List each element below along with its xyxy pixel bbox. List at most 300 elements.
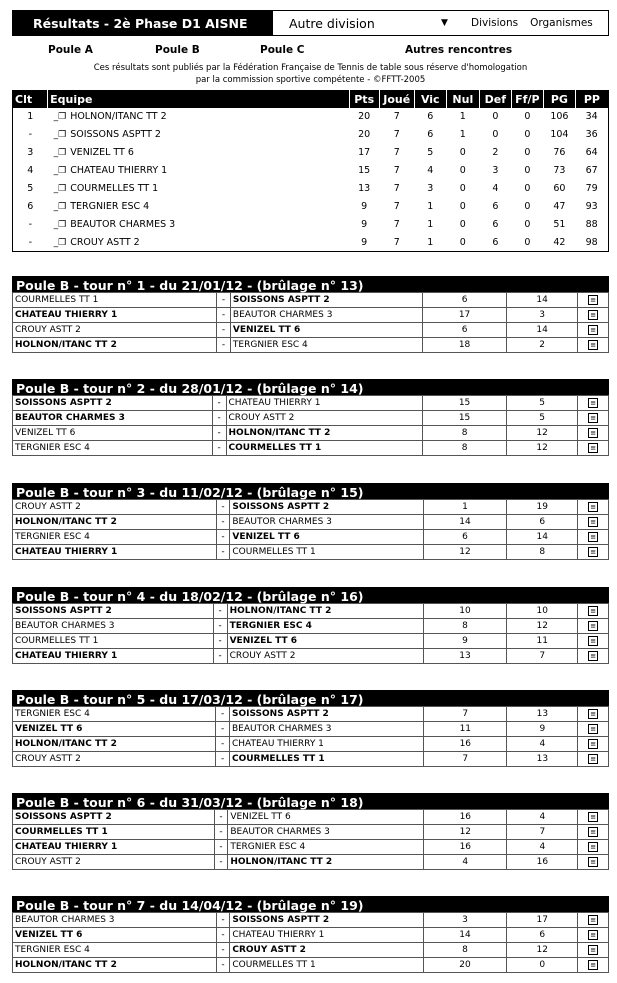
team-home: TERGNIER ESC 4 bbox=[13, 943, 217, 958]
score-away: 8 bbox=[507, 545, 578, 560]
match-sheet bbox=[578, 396, 609, 411]
team-home: COURMELLES TT 1 bbox=[13, 634, 214, 649]
score-away: 7 bbox=[507, 649, 578, 664]
notice-line-1: Ces résultats sont publiés par la Fédération Française de Tennis de table sous réserve d'homologation bbox=[93, 63, 528, 73]
team-away: VENIZEL TT 6 bbox=[230, 323, 422, 338]
score-home: 11 bbox=[424, 722, 507, 737]
match-separator: - bbox=[216, 958, 230, 973]
match-sheet-icon[interactable]: ≡ bbox=[588, 532, 598, 542]
match-row bbox=[13, 928, 609, 943]
score-away: 14 bbox=[506, 323, 577, 338]
standings-cell-joue: 7 bbox=[393, 201, 400, 212]
score-away: 9 bbox=[507, 722, 578, 737]
standings-cell-pg: 60 bbox=[553, 183, 566, 194]
match-sheet bbox=[578, 545, 609, 560]
team-away: HOLNON/ITANC TT 2 bbox=[227, 604, 423, 619]
match-separator: - bbox=[214, 810, 228, 825]
match-sheet-icon[interactable]: ≡ bbox=[588, 651, 598, 661]
tab-poule-b[interactable]: Poule B bbox=[155, 44, 200, 56]
score-home: 8 bbox=[423, 441, 507, 456]
match-separator: - bbox=[216, 530, 230, 545]
standings-cell-pts: 9 bbox=[361, 236, 368, 248]
match-row bbox=[13, 619, 609, 634]
match-sheet-icon[interactable]: ≡ bbox=[588, 295, 598, 305]
standings-cell-ff: 0 bbox=[524, 129, 531, 140]
match-separator: - bbox=[216, 752, 230, 767]
round-table bbox=[12, 483, 609, 560]
standings-row bbox=[13, 180, 609, 198]
standings-cell-def: 3 bbox=[492, 165, 499, 176]
score-home: 15 bbox=[423, 411, 507, 426]
team-away: TERGNIER ESC 4 bbox=[227, 619, 423, 634]
standings-cell-ff: 0 bbox=[524, 201, 531, 212]
match-sheet-icon[interactable]: ≡ bbox=[588, 960, 598, 970]
page-title: Résultats - 2è Phase D1 AISNE bbox=[13, 11, 273, 35]
team-away: COURMELLES TT 1 bbox=[229, 752, 423, 767]
team-home: CHATEAU THIERRY 1 bbox=[13, 545, 217, 560]
match-sheet-icon[interactable]: ≡ bbox=[588, 857, 598, 867]
match-sheet bbox=[578, 441, 609, 456]
match-sheet-icon[interactable]: ≡ bbox=[588, 709, 598, 719]
score-home: 18 bbox=[423, 338, 507, 353]
match-separator: - bbox=[217, 293, 231, 308]
standings-cell-joue: 7 bbox=[393, 111, 400, 122]
team-home: HOLNON/ITANC TT 2 bbox=[13, 515, 217, 530]
standings-cell-joue: 7 bbox=[393, 147, 400, 158]
match-sheet-icon[interactable]: ≡ bbox=[588, 517, 598, 527]
standings-cell-pg: 76 bbox=[553, 147, 566, 158]
standings-cell-team[interactable] bbox=[48, 216, 350, 234]
score-away: 19 bbox=[507, 500, 578, 515]
score-away: 4 bbox=[507, 737, 578, 752]
standings-cell-pts: 15 bbox=[358, 165, 371, 176]
team-name[interactable]: BEAUTOR CHARMES 3 bbox=[70, 219, 176, 230]
col-pg: PG bbox=[543, 91, 575, 108]
team-away: COURMELLES TT 1 bbox=[230, 958, 423, 973]
match-separator: - bbox=[216, 722, 230, 737]
round-title: Poule B - tour n° 7 - du 14/04/12 - (brûlage n° 19) bbox=[12, 896, 609, 912]
match-sheet-icon[interactable]: ≡ bbox=[588, 930, 598, 940]
match-separator: - bbox=[217, 308, 231, 323]
score-home: 8 bbox=[423, 619, 506, 634]
standings-cell-pp: 79 bbox=[585, 183, 598, 194]
match-sheet bbox=[578, 619, 609, 634]
match-sheet-icon[interactable]: ≡ bbox=[588, 754, 598, 764]
match-row bbox=[13, 913, 609, 928]
match-separator: - bbox=[217, 338, 231, 353]
team-home: VENIZEL TT 6 bbox=[13, 928, 217, 943]
standings-cell-pp: 36 bbox=[585, 129, 598, 140]
score-home: 6 bbox=[423, 530, 506, 545]
team-detail-icon[interactable]: _❒ bbox=[53, 202, 67, 212]
score-away: 11 bbox=[507, 634, 578, 649]
match-sheet-icon[interactable]: ≡ bbox=[588, 547, 598, 557]
standings-cell-nul: 1 bbox=[459, 111, 466, 122]
match-row bbox=[13, 943, 609, 958]
standings-cell-clt: - bbox=[28, 236, 33, 248]
standings-cell-pts: 20 bbox=[358, 129, 371, 140]
team-away: VENIZEL TT 6 bbox=[230, 530, 423, 545]
score-home: 12 bbox=[424, 825, 507, 840]
match-sheet-icon[interactable]: ≡ bbox=[588, 945, 598, 955]
score-home: 10 bbox=[423, 604, 506, 619]
standings-cell-clt: 4 bbox=[27, 165, 34, 176]
organismes-link[interactable]: Organismes bbox=[530, 17, 593, 29]
match-sheet-icon[interactable]: ≡ bbox=[588, 340, 598, 350]
match-separator: - bbox=[213, 604, 227, 619]
team-away: CHATEAU THIERRY 1 bbox=[229, 737, 423, 752]
standings-cell-pg: 42 bbox=[553, 236, 566, 248]
match-sheet bbox=[578, 649, 609, 664]
standings-cell-vic: 1 bbox=[427, 236, 434, 248]
team-home: BEAUTOR CHARMES 3 bbox=[13, 411, 213, 426]
score-home: 13 bbox=[423, 649, 506, 664]
team-home: CHATEAU THIERRY 1 bbox=[13, 308, 217, 323]
score-away: 3 bbox=[506, 308, 577, 323]
match-sheet bbox=[578, 840, 609, 855]
team-name[interactable]: COURMELLES TT 1 bbox=[70, 183, 159, 194]
match-sheet-icon[interactable]: ≡ bbox=[588, 827, 598, 837]
team-away: SOISSONS ASPTT 2 bbox=[229, 707, 423, 722]
standings-cell-clt: 6 bbox=[27, 201, 34, 212]
standings-row bbox=[13, 198, 609, 216]
team-away: CROUY ASTT 2 bbox=[226, 411, 423, 426]
team-name[interactable]: VENIZEL TT 6 bbox=[70, 147, 134, 158]
standings-cell-vic: 4 bbox=[427, 165, 434, 176]
score-home: 9 bbox=[423, 634, 506, 649]
standings-cell-pp: 34 bbox=[585, 111, 598, 122]
divisions-link[interactable]: Divisions bbox=[471, 17, 519, 29]
team-home: CHATEAU THIERRY 1 bbox=[13, 840, 215, 855]
results-header bbox=[12, 10, 609, 36]
standings-cell-team[interactable] bbox=[48, 198, 350, 216]
team-away: COURMELLES TT 1 bbox=[226, 441, 423, 456]
col-equipe: Equipe bbox=[48, 91, 350, 108]
match-sheet bbox=[578, 810, 609, 825]
team-home: COURMELLES TT 1 bbox=[13, 293, 217, 308]
team-detail-icon[interactable]: _❒ bbox=[53, 148, 67, 158]
match-sheet-icon[interactable]: ≡ bbox=[588, 502, 598, 512]
match-separator: - bbox=[212, 396, 226, 411]
match-sheet-icon[interactable]: ≡ bbox=[588, 606, 598, 616]
standings-cell-pg: 73 bbox=[553, 165, 566, 176]
match-row bbox=[13, 500, 609, 515]
standings-cell-ff: 0 bbox=[524, 147, 531, 158]
publication-notice bbox=[12, 62, 609, 86]
match-sheet bbox=[578, 515, 609, 530]
standings-cell-pts: 9 bbox=[361, 219, 368, 230]
match-row bbox=[13, 707, 609, 722]
score-away: 12 bbox=[506, 426, 577, 441]
match-separator: - bbox=[216, 500, 230, 515]
standings-row bbox=[13, 216, 609, 234]
match-sheet-icon[interactable]: ≡ bbox=[588, 398, 598, 408]
score-away: 12 bbox=[507, 943, 578, 958]
team-name[interactable]: HOLNON/ITANC TT 2 bbox=[70, 111, 167, 122]
standings-cell-clt: 1 bbox=[27, 111, 34, 122]
score-home: 7 bbox=[424, 752, 507, 767]
round-table bbox=[12, 276, 609, 353]
team-detail-icon[interactable]: _❒ bbox=[53, 166, 67, 176]
standings-cell-nul: 0 bbox=[459, 147, 466, 158]
notice-line-2: par la commission sportive compétente - ©FFTT-2005 bbox=[195, 75, 426, 85]
standings-cell-clt: 5 bbox=[27, 183, 34, 194]
standings-table bbox=[12, 90, 609, 252]
standings-cell-ff: 0 bbox=[524, 183, 531, 194]
division-select[interactable]: Autre division bbox=[289, 15, 375, 31]
match-row bbox=[13, 396, 609, 411]
team-detail-icon[interactable]: _❒ bbox=[53, 112, 67, 122]
team-away: COURMELLES TT 1 bbox=[230, 545, 423, 560]
match-row bbox=[13, 308, 609, 323]
match-sheet bbox=[578, 913, 609, 928]
tab-poule-a[interactable]: Poule A bbox=[48, 44, 93, 56]
team-away: TERGNIER ESC 4 bbox=[228, 840, 424, 855]
team-home: BEAUTOR CHARMES 3 bbox=[13, 913, 217, 928]
score-away: 5 bbox=[506, 396, 577, 411]
team-name[interactable]: CROUY ASTT 2 bbox=[70, 236, 140, 248]
score-home: 14 bbox=[423, 928, 506, 943]
col-vic: Vic bbox=[414, 91, 446, 108]
team-home: SOISSONS ASPTT 2 bbox=[13, 810, 215, 825]
match-sheet-icon[interactable]: ≡ bbox=[588, 636, 598, 646]
standings-cell-team[interactable] bbox=[48, 162, 350, 180]
match-sheet-icon[interactable]: ≡ bbox=[588, 325, 598, 335]
round-title: Poule B - tour n° 2 - du 28/01/12 - (brûlage n° 14) bbox=[12, 379, 609, 395]
standings-cell-team[interactable] bbox=[48, 180, 350, 198]
match-separator: - bbox=[214, 840, 228, 855]
match-separator: - bbox=[212, 426, 226, 441]
match-separator: - bbox=[217, 323, 231, 338]
col-ffp: Ff/P bbox=[511, 91, 543, 108]
col-pts: Pts bbox=[349, 91, 379, 108]
match-separator: - bbox=[213, 649, 227, 664]
score-home: 4 bbox=[424, 855, 507, 870]
standings-cell-nul: 0 bbox=[459, 183, 466, 194]
standings-cell-clt: 3 bbox=[27, 147, 34, 158]
team-away: SOISSONS ASPTT 2 bbox=[230, 293, 422, 308]
standings-cell-pg: 104 bbox=[550, 129, 569, 140]
score-home: 14 bbox=[423, 515, 506, 530]
col-pp: PP bbox=[575, 91, 608, 108]
team-home: HOLNON/ITANC TT 2 bbox=[13, 338, 217, 353]
team-home: CROUY ASTT 2 bbox=[13, 323, 217, 338]
team-detail-icon[interactable]: _❒ bbox=[53, 130, 67, 140]
score-away: 4 bbox=[507, 810, 578, 825]
match-sheet-icon[interactable]: ≡ bbox=[588, 413, 598, 423]
standings-row bbox=[13, 108, 609, 126]
standings-cell-pp: 64 bbox=[585, 147, 598, 158]
score-home: 8 bbox=[423, 426, 507, 441]
tab-autres-rencontres[interactable]: Autres rencontres bbox=[405, 44, 513, 56]
match-row bbox=[13, 426, 609, 441]
match-separator: - bbox=[216, 928, 230, 943]
team-name[interactable]: TERGNIER ESC 4 bbox=[70, 201, 150, 212]
team-away: BEAUTOR CHARMES 3 bbox=[229, 722, 423, 737]
team-name[interactable]: SOISSONS ASPTT 2 bbox=[70, 129, 161, 140]
match-sheet-icon[interactable]: ≡ bbox=[588, 812, 598, 822]
standings-cell-pp: 98 bbox=[585, 236, 598, 248]
team-away: HOLNON/ITANC TT 2 bbox=[228, 855, 424, 870]
score-away: 13 bbox=[507, 707, 578, 722]
match-row bbox=[13, 530, 609, 545]
score-home: 20 bbox=[423, 958, 506, 973]
team-name[interactable]: CHATEAU THIERRY 1 bbox=[70, 165, 168, 176]
standings-row bbox=[13, 144, 609, 162]
match-row bbox=[13, 722, 609, 737]
match-separator: - bbox=[216, 943, 230, 958]
match-sheet bbox=[578, 323, 609, 338]
match-row bbox=[13, 752, 609, 767]
score-away: 5 bbox=[506, 411, 577, 426]
standings-cell-nul: 0 bbox=[459, 165, 466, 176]
standings-cell-def: 0 bbox=[492, 111, 499, 122]
match-separator: - bbox=[214, 825, 228, 840]
team-detail-icon[interactable]: _❒ bbox=[53, 184, 67, 194]
match-row bbox=[13, 515, 609, 530]
team-detail-icon[interactable]: _❒ bbox=[53, 220, 67, 230]
match-sheet bbox=[578, 722, 609, 737]
standings-cell-def: 0 bbox=[492, 129, 499, 140]
standings-cell-vic: 1 bbox=[427, 201, 434, 212]
score-home: 6 bbox=[423, 323, 507, 338]
match-sheet-icon[interactable]: ≡ bbox=[588, 915, 598, 925]
match-row bbox=[13, 958, 609, 973]
match-row bbox=[13, 634, 609, 649]
match-sheet bbox=[578, 426, 609, 441]
match-sheet bbox=[578, 604, 609, 619]
team-away: CHATEAU THIERRY 1 bbox=[230, 928, 423, 943]
team-home: HOLNON/ITANC TT 2 bbox=[13, 958, 217, 973]
team-away: CROUY ASTT 2 bbox=[230, 943, 423, 958]
score-home: 8 bbox=[423, 943, 506, 958]
match-sheet bbox=[578, 752, 609, 767]
team-away: HOLNON/ITANC TT 2 bbox=[226, 426, 423, 441]
tab-poule-c[interactable]: Poule C bbox=[260, 44, 305, 56]
match-separator: - bbox=[216, 737, 230, 752]
match-sheet-icon[interactable]: ≡ bbox=[588, 842, 598, 852]
match-sheet bbox=[578, 530, 609, 545]
score-home: 15 bbox=[423, 396, 507, 411]
standings-cell-def: 6 bbox=[492, 236, 499, 248]
match-row bbox=[13, 411, 609, 426]
match-row bbox=[13, 855, 609, 870]
match-sheet-icon[interactable]: ≡ bbox=[588, 739, 598, 749]
standings-row bbox=[13, 162, 609, 180]
score-away: 2 bbox=[506, 338, 577, 353]
score-away: 14 bbox=[506, 293, 577, 308]
standings-cell-def: 6 bbox=[492, 219, 499, 230]
match-row bbox=[13, 604, 609, 619]
standings-cell-nul: 0 bbox=[459, 219, 466, 230]
standings-cell-clt: - bbox=[28, 129, 33, 140]
standings-cell-team[interactable] bbox=[48, 126, 350, 144]
match-row bbox=[13, 825, 609, 840]
team-home: COURMELLES TT 1 bbox=[13, 825, 215, 840]
standings-row bbox=[13, 126, 609, 144]
standings-cell-pg: 51 bbox=[553, 219, 566, 230]
score-away: 6 bbox=[507, 515, 578, 530]
team-home: CHATEAU THIERRY 1 bbox=[13, 649, 214, 664]
round-table bbox=[12, 690, 609, 767]
team-away: BEAUTOR CHARMES 3 bbox=[230, 515, 423, 530]
standings-cell-ff: 0 bbox=[524, 236, 531, 248]
match-sheet-icon[interactable]: ≡ bbox=[588, 621, 598, 631]
standings-cell-vic: 5 bbox=[427, 147, 434, 158]
standings-cell-ff: 0 bbox=[524, 219, 531, 230]
standings-cell-joue: 7 bbox=[393, 183, 400, 194]
score-away: 4 bbox=[507, 840, 578, 855]
team-away: VENIZEL TT 6 bbox=[228, 810, 424, 825]
match-sheet bbox=[578, 928, 609, 943]
team-away: BEAUTOR CHARMES 3 bbox=[228, 825, 424, 840]
match-row bbox=[13, 810, 609, 825]
standings-cell-vic: 6 bbox=[427, 129, 434, 140]
standings-cell-def: 2 bbox=[492, 147, 499, 158]
standings-cell-vic: 6 bbox=[427, 111, 434, 122]
team-detail-icon[interactable]: _❒ bbox=[53, 237, 67, 248]
score-away: 14 bbox=[507, 530, 578, 545]
score-away: 7 bbox=[507, 825, 578, 840]
match-sheet-icon[interactable]: ≡ bbox=[588, 443, 598, 453]
score-away: 16 bbox=[507, 855, 578, 870]
score-away: 17 bbox=[507, 913, 578, 928]
match-sheet bbox=[578, 958, 609, 973]
score-home: 3 bbox=[423, 913, 506, 928]
match-sheet bbox=[578, 943, 609, 958]
score-home: 16 bbox=[424, 810, 507, 825]
match-sheet bbox=[578, 855, 609, 870]
round-table bbox=[12, 896, 609, 973]
standings-cell-pp: 88 bbox=[585, 219, 598, 230]
standings-cell-joue: 7 bbox=[393, 165, 400, 176]
team-away: BEAUTOR CHARMES 3 bbox=[230, 308, 422, 323]
team-home: TERGNIER ESC 4 bbox=[13, 707, 216, 722]
match-sheet-icon[interactable]: ≡ bbox=[588, 310, 598, 320]
match-separator: - bbox=[212, 441, 226, 456]
match-sheet-icon[interactable]: ≡ bbox=[588, 724, 598, 734]
match-row bbox=[13, 441, 609, 456]
standings-cell-team[interactable] bbox=[48, 108, 350, 126]
standings-cell-ff: 0 bbox=[524, 165, 531, 176]
score-away: 12 bbox=[506, 441, 577, 456]
standings-cell-team[interactable] bbox=[48, 144, 350, 162]
standings-cell-pts: 20 bbox=[358, 111, 371, 122]
team-home: CROUY ASTT 2 bbox=[13, 500, 217, 515]
dropdown-caret-icon[interactable]: ▼ bbox=[441, 18, 448, 28]
match-sheet bbox=[578, 707, 609, 722]
standings-cell-joue: 7 bbox=[393, 236, 400, 248]
standings-cell-nul: 0 bbox=[459, 201, 466, 212]
round-title: Poule B - tour n° 3 - du 11/02/12 - (brûlage n° 15) bbox=[12, 483, 609, 499]
round-table bbox=[12, 587, 609, 664]
team-away: CROUY ASTT 2 bbox=[227, 649, 423, 664]
match-sheet bbox=[578, 500, 609, 515]
standings-cell-pp: 67 bbox=[585, 165, 598, 176]
team-away: CHATEAU THIERRY 1 bbox=[226, 396, 423, 411]
round-title: Poule B - tour n° 5 - du 17/03/12 - (brûlage n° 17) bbox=[12, 690, 609, 706]
match-separator: - bbox=[212, 411, 226, 426]
score-home: 1 bbox=[423, 500, 506, 515]
match-separator: - bbox=[213, 634, 227, 649]
match-sheet bbox=[578, 634, 609, 649]
team-away: VENIZEL TT 6 bbox=[227, 634, 423, 649]
team-home: CROUY ASTT 2 bbox=[13, 752, 216, 767]
score-away: 13 bbox=[507, 752, 578, 767]
standings-cell-team[interactable] bbox=[48, 234, 350, 252]
team-away: SOISSONS ASPTT 2 bbox=[230, 500, 423, 515]
match-sheet-icon[interactable]: ≡ bbox=[588, 428, 598, 438]
